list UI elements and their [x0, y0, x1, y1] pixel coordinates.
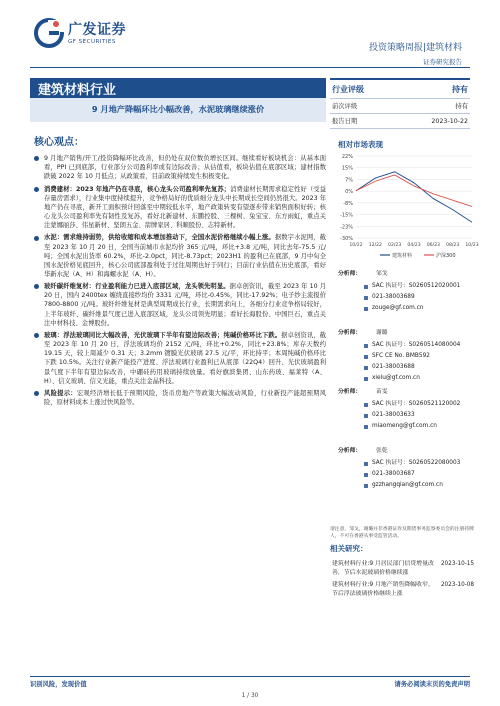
- analyst-card: [330, 388, 476, 447]
- research-label: 证券研究报告: [423, 58, 462, 66]
- chart-legend-label: 沪深300: [436, 253, 456, 259]
- point-item: 风险提示：宏观经济增长低于预期风险，货币房地产等政策大幅波动风险，行业新投产能超预期风险，原材料成本上涨过快风险等。: [30, 389, 326, 407]
- bullet-icon: [34, 391, 39, 396]
- chart-y-tick-label: 0%: [345, 189, 353, 196]
- analyst-license: SAC 执证号：S0260522080003: [372, 460, 461, 466]
- phone-icon: [364, 366, 368, 370]
- analyst-card: [330, 447, 476, 506]
- footer-disclaimer-note: 请务必阅读末页的免责声明: [394, 681, 470, 688]
- bullet-icon: [34, 156, 39, 161]
- phone-icon: [364, 296, 368, 300]
- logo-chinese-name: 广发证券: [68, 22, 126, 38]
- chart-y-tick-label: -15%: [340, 212, 353, 219]
- company-logo: [34, 18, 154, 52]
- footer-slogan: 识别风险，发现价值: [30, 681, 87, 688]
- chart-legend-label: 建筑材料: [392, 253, 413, 259]
- chart-x-tick-label: 08/23: [446, 243, 460, 248]
- analyst-name: 苗雯: [376, 389, 388, 395]
- chart-x-tick-label: 04/23: [407, 243, 421, 248]
- header-divider: [30, 67, 470, 68]
- core-points-title: 核心观点：: [34, 137, 84, 148]
- chart-y-tick-label: 22%: [341, 154, 353, 160]
- analyst-phone: 021-38003687: [372, 471, 415, 477]
- chart-y-tick-label: -30%: [340, 236, 353, 242]
- id-card-icon: [364, 285, 368, 289]
- rating-value: 持有: [452, 85, 468, 94]
- report-type: 投资策略周报|建筑材料: [368, 43, 462, 53]
- chart-x-tick-label: 12/22: [368, 243, 382, 248]
- point-item: 水泥：需求维持弱势，供给收缩和成本增加推动下，全国水泥价格继续小幅上涨。据数字水泥网，截至 2023 年 10 月 20 日，全国当前城市水泥均价 365 元/吨，环比+3.8 元/吨，同比去年-75.5 元/吨；全国水泥出货率 60.2%，环比-2.0pct，同比-8.73pct；2023H1 的盈利已在底部，9 月中旬全国水泥价格见底回升，核心公司底部盈利处于过往周期也好于同行；目前行业估值在历史底部，看好华新水泥（A、H）和海螺水泥（A、H）。: [30, 233, 326, 279]
- performance-title: 相对市场表现: [338, 140, 383, 149]
- footer-divider: [30, 676, 470, 677]
- chart-y-tick-label: 15%: [341, 165, 353, 172]
- bullet-icon: [34, 236, 39, 241]
- id-card-icon: [364, 403, 368, 407]
- report-subtitle: 9 月地产降幅环比小幅改善，水泥玻璃继续涨价: [91, 104, 265, 114]
- chart-y-tick-label: 7%: [345, 177, 353, 184]
- report-date-label: 报告日期: [332, 118, 358, 125]
- analyst-card: [330, 270, 476, 329]
- bullet-icon: [34, 187, 39, 192]
- phone-icon: [364, 414, 368, 418]
- industry-title: 建筑材料行业: [38, 83, 117, 98]
- performance-chart-svg: [330, 150, 479, 260]
- rating-label: 行业评级: [332, 85, 364, 94]
- related-research-item[interactable]: [330, 581, 476, 598]
- analyst-name: 邹戈: [376, 271, 388, 277]
- id-card-icon: [364, 462, 368, 466]
- point-item: 消费建材：2023 年地产仍在寻底，核心龙头公司盈利率先复苏；消费建材长期需求稳定性好（受益存量房需求），行业集中度持续提升，竞争格局好的优质细分龙头中长期成长空间仍然很大。2023 年地产仍在寻底，新开工面积预计回落至中期较低水平，地产政策转变有望逐步带来销售面积好转；核心龙头公司盈利率先有韧性及复苏，看好北新建材、东鹏控股、三棵树、兔宝宝、东方雨虹，重点关注蒙娜丽莎、伟星新材、坚朗五金、箭牌家居、科顺股份、志特新材。: [30, 185, 326, 231]
- core-points-list: [30, 154, 326, 410]
- rating-box: [330, 78, 470, 129]
- chart-y-tick-label: -23%: [340, 224, 353, 231]
- analyst-license: SFC CE No. BMB592: [372, 353, 430, 359]
- chart-x-tick-label: 10/23: [465, 243, 479, 248]
- mail-icon: [364, 377, 368, 381]
- chart-y-tick-label: -8%: [343, 200, 353, 207]
- point-item: 玻璃：浮法玻璃同比大幅改善，光伏玻璃下半年有望边际改善；纯碱价格环比下跌。据卓创资讯，截至 2023 年 10 月 20 日，浮法玻璃均价 2152 元/吨，环比+0.2%，同比+23.8%；库存天数约 19.15 天，较上周减少 0.31 天；3.2mm 镀膜光伏玻璃 27.5 元/平，环比持平；本周纯碱价格环比下跌 10.5%。关注行业新产能投产进度、浮法玻璃行业盈利已从底部（22Q4）回升、光伏玻璃盈利景气度下半年有望边际改善，中硼硅药用玻璃持续放量。看好旗滨集团、山东药玻、福莱特（A、H）、信义玻璃、信义光能，重点关注金晶科技。: [30, 331, 326, 386]
- analyst-email-link[interactable]: miaomeng@gf.com.cn: [372, 423, 437, 429]
- related-research-item[interactable]: [330, 560, 476, 577]
- analyst-license: SAC 执证号：S0260514080004: [372, 342, 461, 348]
- analyst-email-link[interactable]: zouge@gf.com.cn: [372, 305, 424, 311]
- performance-chart: [330, 150, 479, 260]
- analyst-role: 分析师：: [338, 271, 362, 277]
- related-research-title-text: 建筑材料行业:9 月地产销售降幅收窄，节后浮法玻璃价格继续上涨: [332, 582, 434, 597]
- rating-row-industry: [330, 78, 470, 99]
- id-card-icon: [364, 344, 368, 348]
- related-research-date: 2023-10-08: [440, 582, 474, 589]
- chart-x-tick-label: 02/23: [388, 243, 402, 248]
- rating-row-previous: [330, 99, 470, 114]
- phone-icon: [364, 473, 368, 477]
- bullet-icon: [34, 284, 39, 289]
- mail-icon: [364, 425, 368, 429]
- bullet-icon: [34, 333, 39, 338]
- analyst-email-link[interactable]: gzzhangqian@gf.com.cn: [372, 482, 443, 488]
- analyst-card: [330, 329, 476, 388]
- mail-icon: [364, 484, 368, 488]
- analyst-role: 分析师：: [338, 389, 362, 395]
- gf-logo-icon: [34, 18, 64, 48]
- analyst-phone: 021-38003688: [372, 364, 415, 370]
- analyst-email-link[interactable]: xielu@gf.com.cn: [372, 375, 420, 381]
- related-research-list: [330, 560, 476, 602]
- chart-x-tick-label: 06/23: [426, 243, 440, 248]
- analyst-phone: 021-38003633: [372, 412, 415, 418]
- logo-english-name: GF SECURITIES: [68, 39, 116, 45]
- related-research-title-text: 建筑材料行业:9 月居民部门信贷增量改善，节后水泥玻璃价格继续涨: [332, 561, 434, 576]
- analyst-name: 张乾: [376, 448, 388, 454]
- related-research-title: 相关研究：: [330, 544, 368, 553]
- analyst-role: 分析师：: [338, 448, 362, 454]
- chart-x-tick-label: 10/22: [349, 243, 363, 248]
- related-research-date: 2023-10-15: [440, 561, 474, 567]
- analyst-license: SAC 执证号：S0260512020001: [372, 283, 461, 289]
- analyst-role: 分析师：: [338, 330, 362, 336]
- page-number: 1 / 30: [241, 693, 259, 699]
- analyst-name: 谢璐: [376, 330, 388, 336]
- previous-rating-value: 持有: [455, 103, 468, 110]
- previous-rating-label: 前次评级: [332, 103, 358, 110]
- analyst-phone: 021-38003689: [372, 294, 415, 300]
- id-card-icon: [364, 355, 368, 359]
- disclaimer-text: 请注意，邹戈，谢璐并非香港证券及期货事务监察委员会的注册持牌人，不可在香港从事受监管活动。: [330, 527, 474, 540]
- point-item: 玻纤碳纤维复材：行业盈利能力已进入底部区域，龙头领先明显。据卓创资讯，截至 2023 年 10 月 20 日，国内 2400tex 缠绕直接纱均价 3331 元/吨，环比-0.45%，同比-17.92%；电子纱主流报价 7800-8800 元/吨。玻纤纤维复材是典型周期成长行业，长期需求向上，各细分行业竞争格局较好，上半年玻纤、碳纤维景气度已进入底部区域，龙头公司领先明显；看好长海股份、中国巨石，重点关注中材科技、金博股份。: [30, 282, 326, 328]
- mail-icon: [364, 307, 368, 311]
- rating-row-date: [330, 114, 470, 129]
- report-date-value: 2023-10-22: [431, 118, 468, 125]
- analyst-license: SAC 执证号：S0260521120002: [372, 401, 461, 407]
- point-item: 9 月地产销售/开工/投资降幅环比改善，但仍处在双位数负增长区间。继续看好板块机会：从基本面看，PPI 已到底部，行业部分公司盈利率或有边际改善；从估值看，板块估值在底部区域；建材指数跌破 2022 年 10 月低点；从政策看，目前政策持续发生积极变化。: [30, 154, 326, 181]
- analyst-list: [330, 270, 476, 506]
